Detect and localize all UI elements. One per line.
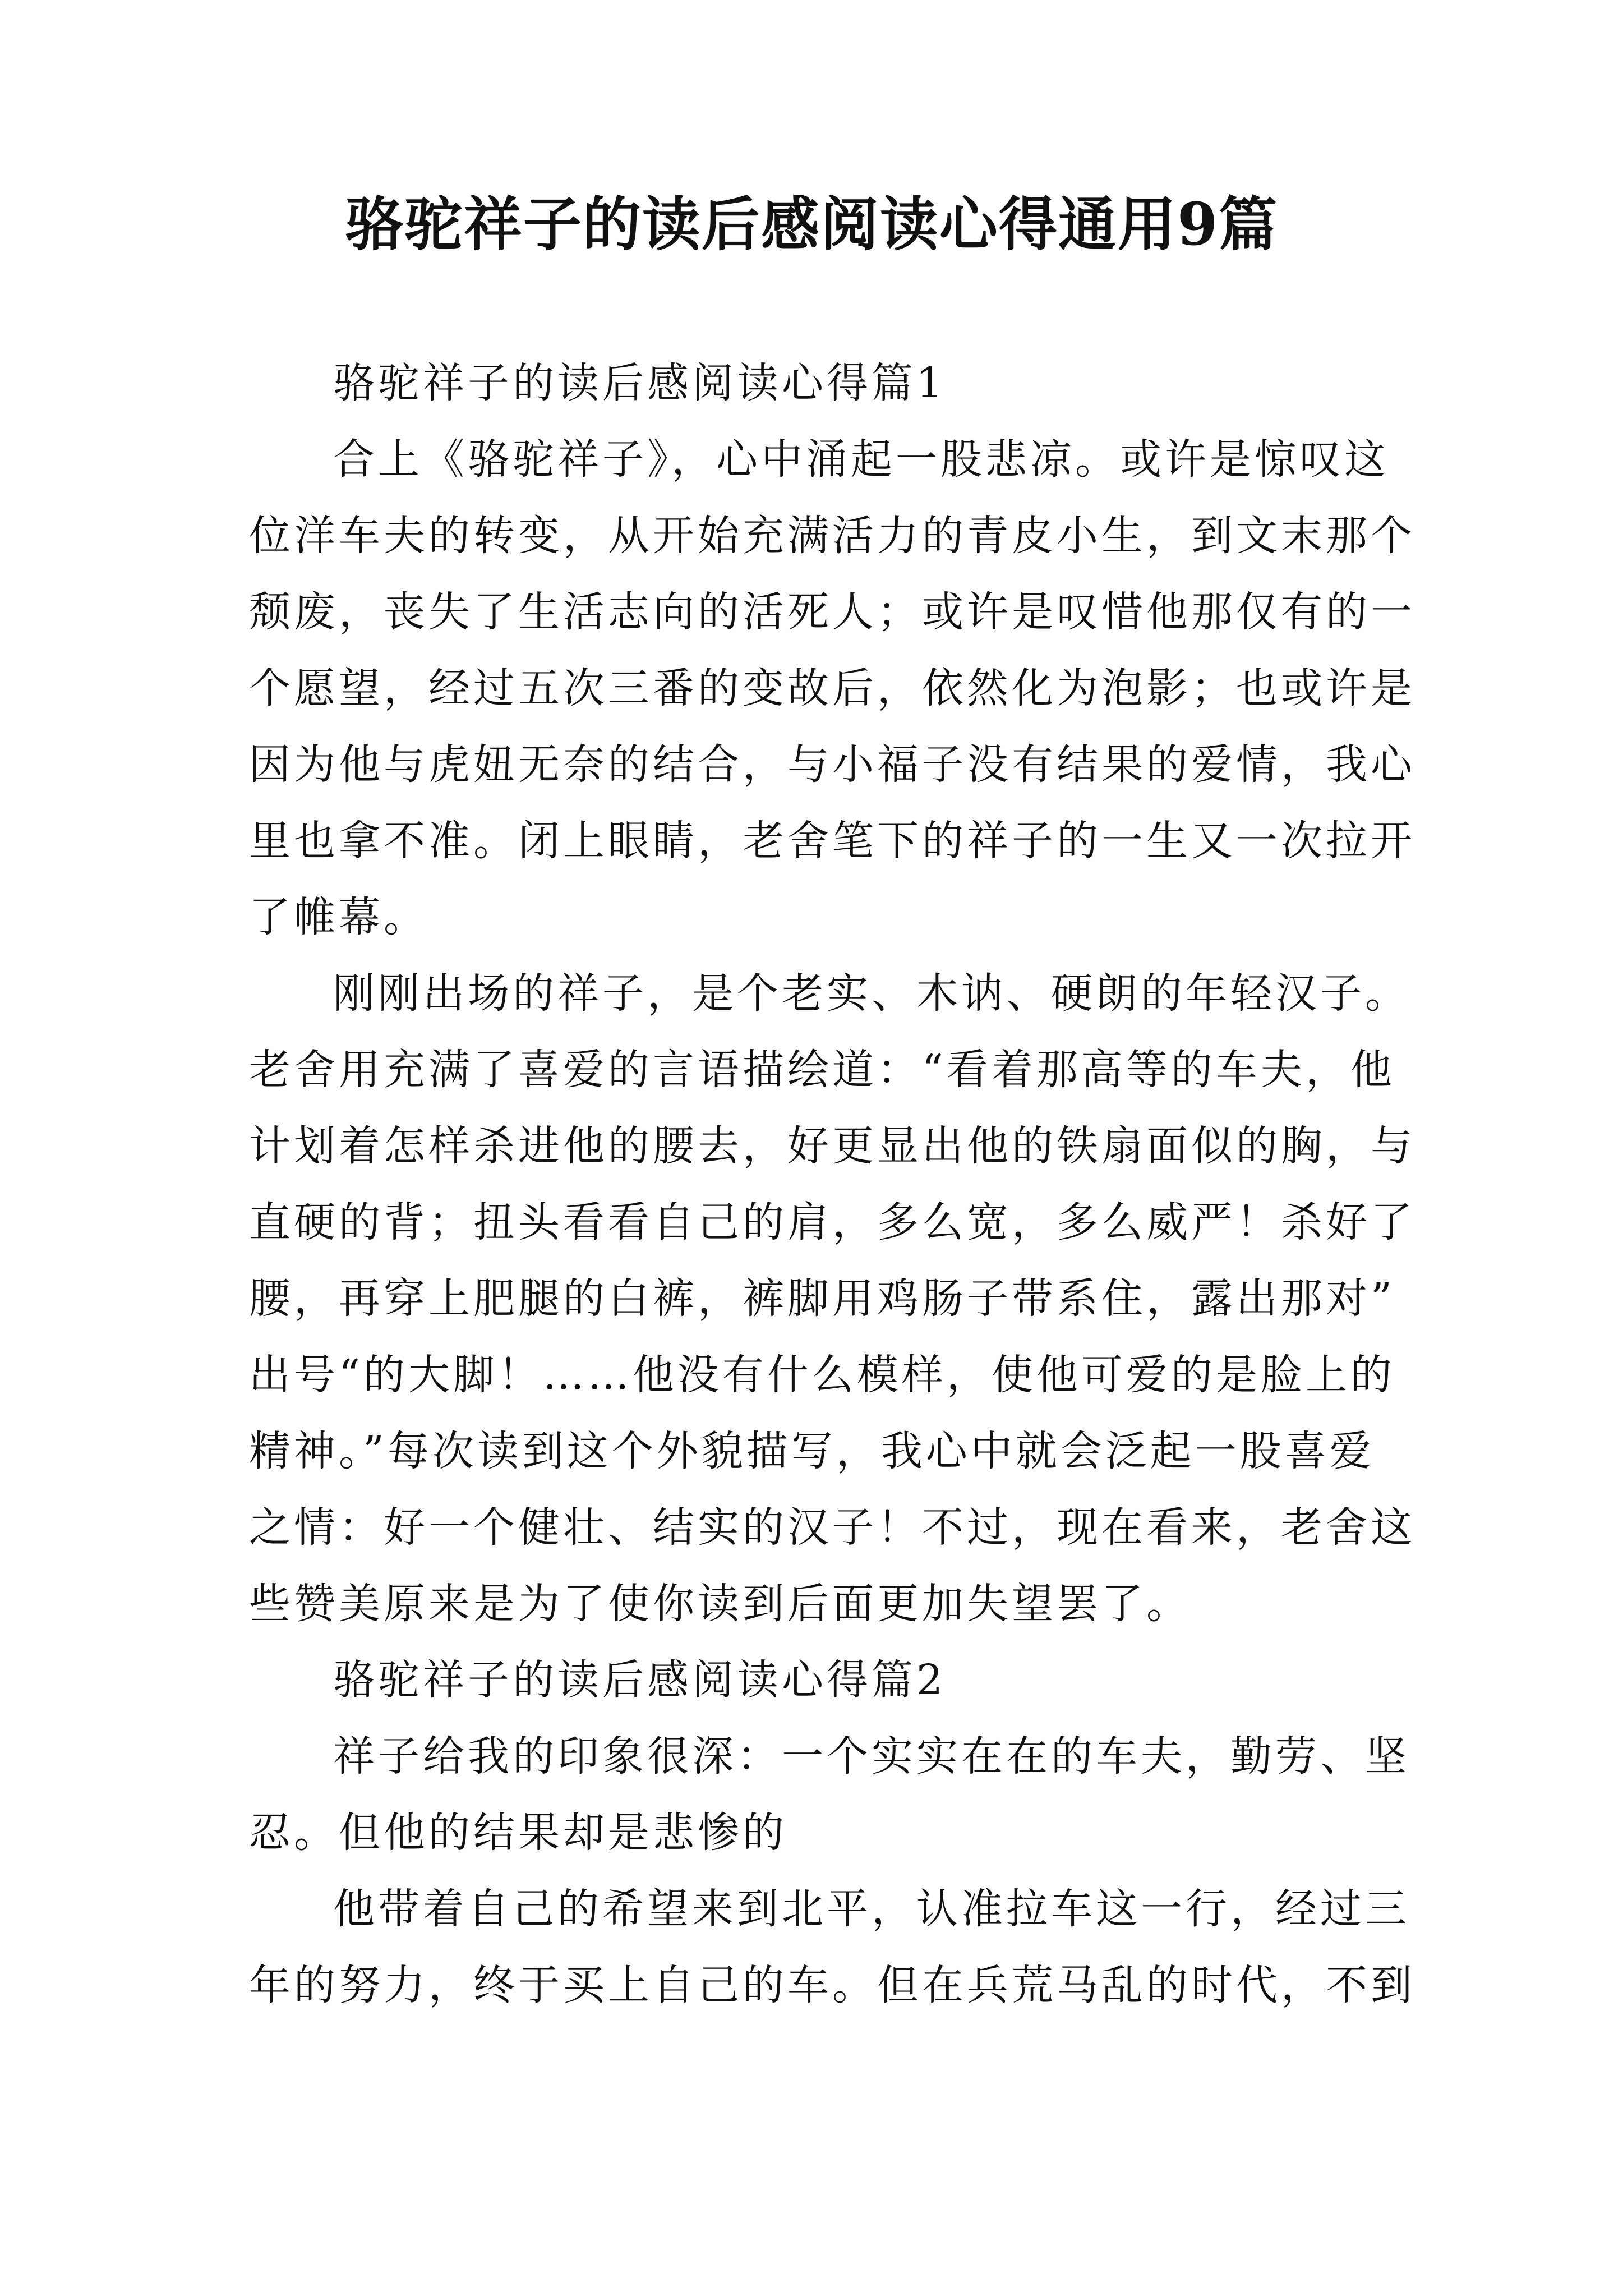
section-heading-2: 骆驼祥子的读后感阅读心得篇2 <box>333 1656 947 1704</box>
paragraph-line: 祥子给我的印象很深：一个实实在在的车夫，勤劳、坚 <box>333 1732 1410 1780</box>
paragraph-line: 年的努力，终于买上自己的车。但在兵荒马乱的时代，不到 <box>249 1961 1415 2009</box>
paragraph-line: 位洋车夫的转变，从开始充满活力的青皮小生，到文末那个 <box>249 512 1415 560</box>
paragraph-line: 出号“的大脚！……他没有什么模样，使他可爱的是脸上的 <box>249 1351 1395 1399</box>
paragraph-line: 精神。”每次读到这个外貌描写，我心中就会泛起一股喜爱 <box>249 1427 1375 1475</box>
paragraph-line: 腰，再穿上肥腿的白裤，裤脚用鸡肠子带系住，露出那对” <box>249 1274 1395 1323</box>
paragraph-line: 他带着自己的希望来到北平，认准拉车这一行，经过三 <box>333 1885 1410 1933</box>
paragraph-line: 颓废，丧失了生活志向的活死人；或许是叹惜他那仅有的一 <box>249 588 1415 636</box>
paragraph-line: 里也拿不准。闭上眼睛，老舍笔下的祥子的一生又一次拉开 <box>249 817 1415 865</box>
paragraph-line: 之情：好一个健壮、结实的汉子！不过，现在看来，老舍这 <box>249 1503 1415 1552</box>
paragraph-line: 因为他与虎妞无奈的结合，与小福子没有结果的爱情，我心 <box>249 740 1415 789</box>
paragraph-line: 直硬的背；扭头看看自己的肩，多么宽，多么威严！杀好了 <box>249 1198 1415 1246</box>
paragraph-line: 刚刚出场的祥子，是个老实、木讷、硬朗的年轻汉子。 <box>333 969 1410 1018</box>
document-body <box>249 345 1415 2023</box>
document-title: 骆驼祥子的读后感阅读心得通用9篇 <box>344 190 1279 259</box>
paragraph-line: 合上《骆驼祥子》，心中涌起一股悲凉。或许是惊叹这 <box>333 435 1389 484</box>
paragraph-line: 了帷幕。 <box>249 893 428 941</box>
paragraph-line: 忍。但他的结果却是悲惨的 <box>249 1809 787 1857</box>
section-heading-1: 骆驼祥子的读后感阅读心得篇1 <box>333 359 947 407</box>
paragraph-line: 老舍用充满了喜爱的言语描绘道：“看着那高等的车夫，他 <box>249 1046 1395 1094</box>
paragraph-line: 计划着怎样杀进他的腰去，好更显出他的铁扇面似的胸，与 <box>249 1122 1415 1170</box>
paragraph-line: 个愿望，经过五次三番的变故后，依然化为泡影；也或许是 <box>249 664 1415 712</box>
paragraph-line: 些赞美原来是为了使你读到后面更加失望罢了。 <box>249 1580 1191 1628</box>
